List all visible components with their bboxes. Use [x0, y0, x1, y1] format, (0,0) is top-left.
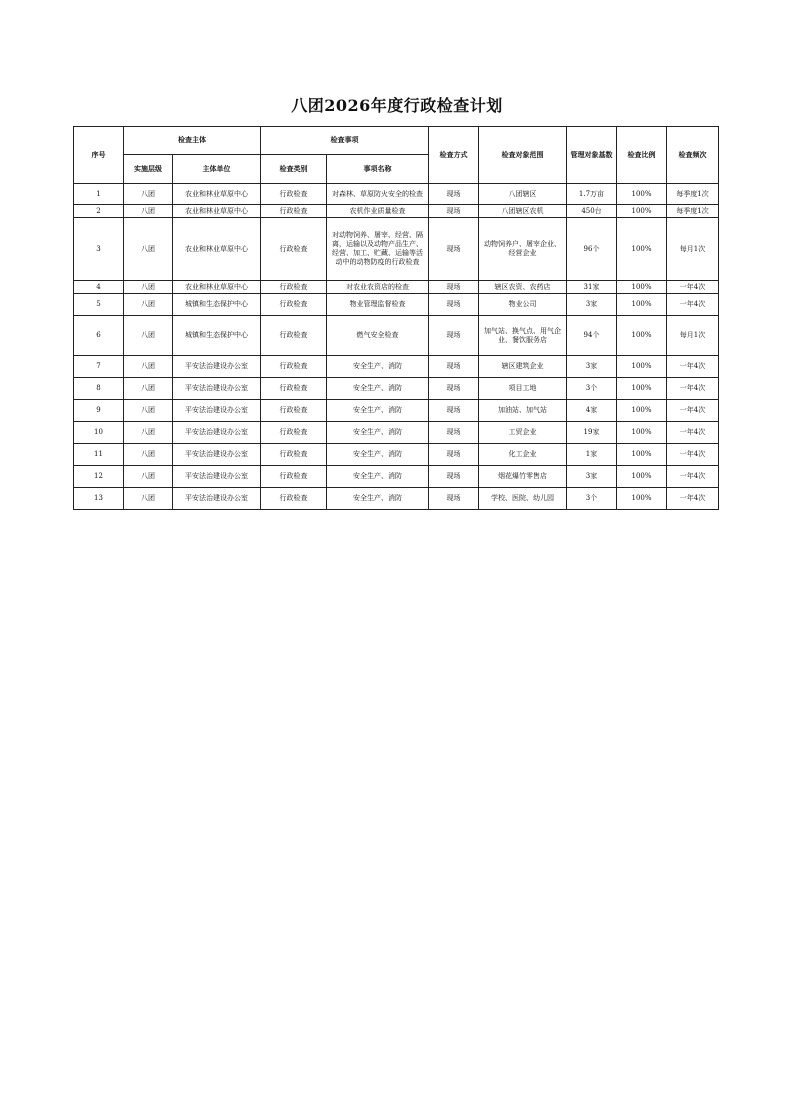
- cell-seq: 6: [74, 316, 124, 356]
- cell-method: 现场: [429, 466, 479, 488]
- cell-scope: 物业公司: [479, 294, 567, 316]
- cell-item: 安全生产、消防: [327, 378, 429, 400]
- cell-scope: 辖区建筑企业: [479, 356, 567, 378]
- cell-freq: 每季度1次: [667, 184, 719, 205]
- cell-category: 行政检查: [261, 422, 327, 444]
- cell-unit: 城镇和生态保护中心: [173, 316, 261, 356]
- cell-unit: 农业和林业草原中心: [173, 205, 261, 218]
- cell-method: 现场: [429, 218, 479, 281]
- cell-method: 现场: [429, 205, 479, 218]
- cell-scope: 加油站、加气站: [479, 400, 567, 422]
- cell-base: 3家: [567, 466, 617, 488]
- cell-ratio: 100%: [617, 294, 667, 316]
- cell-ratio: 100%: [617, 184, 667, 205]
- cell-level: 八团: [124, 466, 173, 488]
- header-freq: 检查频次: [667, 127, 719, 184]
- table-row: [74, 218, 719, 281]
- cell-scope: 八团辖区农机: [479, 205, 567, 218]
- cell-seq: 4: [74, 281, 124, 294]
- cell-method: 现场: [429, 281, 479, 294]
- table-row: [74, 400, 719, 422]
- cell-seq: 10: [74, 422, 124, 444]
- cell-unit: 平安法治建设办公室: [173, 488, 261, 510]
- cell-base: 4家: [567, 400, 617, 422]
- cell-ratio: 100%: [617, 356, 667, 378]
- cell-level: 八团: [124, 400, 173, 422]
- cell-base: 3家: [567, 356, 617, 378]
- cell-category: 行政检查: [261, 294, 327, 316]
- cell-method: 现场: [429, 294, 479, 316]
- cell-ratio: 100%: [617, 444, 667, 466]
- cell-level: 八团: [124, 281, 173, 294]
- cell-unit: 农业和林业草原中心: [173, 218, 261, 281]
- cell-category: 行政检查: [261, 378, 327, 400]
- header-scope: 检查对象范围: [479, 127, 567, 184]
- cell-seq: 11: [74, 444, 124, 466]
- header-seq: 序号: [74, 127, 124, 184]
- cell-base: 96个: [567, 218, 617, 281]
- page-title: 八团2026年度行政检查计划: [291, 96, 503, 115]
- cell-level: 八团: [124, 356, 173, 378]
- cell-item: 对森林、草原防火安全的检查: [327, 184, 429, 205]
- cell-category: 行政检查: [261, 400, 327, 422]
- cell-base: 1家: [567, 444, 617, 466]
- cell-method: 现场: [429, 488, 479, 510]
- cell-category: 行政检查: [261, 356, 327, 378]
- cell-seq: 8: [74, 378, 124, 400]
- table-row: [74, 316, 719, 356]
- cell-level: 八团: [124, 218, 173, 281]
- cell-ratio: 100%: [617, 466, 667, 488]
- table-row: [74, 378, 719, 400]
- header-unit: 主体单位: [173, 155, 261, 184]
- cell-item: 农机作业质量检查: [327, 205, 429, 218]
- cell-base: 94个: [567, 316, 617, 356]
- table-row: [74, 184, 719, 205]
- cell-unit: 平安法治建设办公室: [173, 356, 261, 378]
- cell-category: 行政检查: [261, 488, 327, 510]
- cell-seq: 12: [74, 466, 124, 488]
- cell-freq: 每月1次: [667, 218, 719, 281]
- cell-category: 行政检查: [261, 184, 327, 205]
- cell-seq: 13: [74, 488, 124, 510]
- cell-ratio: 100%: [617, 422, 667, 444]
- cell-item: 安全生产、消防: [327, 444, 429, 466]
- cell-freq: 每季度1次: [667, 205, 719, 218]
- cell-method: 现场: [429, 356, 479, 378]
- header-subject-group: 检查主体: [124, 127, 261, 155]
- cell-level: 八团: [124, 378, 173, 400]
- cell-base: 3家: [567, 294, 617, 316]
- cell-ratio: 100%: [617, 400, 667, 422]
- cell-freq: 一年4次: [667, 444, 719, 466]
- cell-scope: 烟花爆竹零售店: [479, 466, 567, 488]
- cell-item: 物业管理监督检查: [327, 294, 429, 316]
- cell-ratio: 100%: [617, 205, 667, 218]
- cell-item: 对农业农资店的检查: [327, 281, 429, 294]
- header-item-name: 事项名称: [327, 155, 429, 184]
- cell-scope: 工贸企业: [479, 422, 567, 444]
- cell-category: 行政检查: [261, 218, 327, 281]
- cell-freq: 一年4次: [667, 378, 719, 400]
- cell-unit: 平安法治建设办公室: [173, 422, 261, 444]
- cell-seq: 5: [74, 294, 124, 316]
- cell-base: 31家: [567, 281, 617, 294]
- cell-ratio: 100%: [617, 218, 667, 281]
- cell-unit: 农业和林业草原中心: [173, 184, 261, 205]
- cell-method: 现场: [429, 316, 479, 356]
- table-row: [74, 205, 719, 218]
- cell-item: 安全生产、消防: [327, 422, 429, 444]
- cell-base: 19家: [567, 422, 617, 444]
- cell-method: 现场: [429, 422, 479, 444]
- cell-item: 安全生产、消防: [327, 488, 429, 510]
- cell-method: 现场: [429, 378, 479, 400]
- cell-scope: 化工企业: [479, 444, 567, 466]
- cell-freq: 一年4次: [667, 294, 719, 316]
- cell-seq: 2: [74, 205, 124, 218]
- cell-unit: 平安法治建设办公室: [173, 444, 261, 466]
- cell-base: 3个: [567, 488, 617, 510]
- cell-freq: 一年4次: [667, 488, 719, 510]
- cell-freq: 一年4次: [667, 422, 719, 444]
- table-row: [74, 444, 719, 466]
- header-category: 检查类别: [261, 155, 327, 184]
- cell-level: 八团: [124, 294, 173, 316]
- cell-level: 八团: [124, 184, 173, 205]
- cell-level: 八团: [124, 316, 173, 356]
- cell-method: 现场: [429, 444, 479, 466]
- cell-unit: 农业和林业草原中心: [173, 281, 261, 294]
- cell-method: 现场: [429, 400, 479, 422]
- cell-ratio: 100%: [617, 378, 667, 400]
- cell-freq: 一年4次: [667, 400, 719, 422]
- cell-category: 行政检查: [261, 281, 327, 294]
- cell-scope: 动物饲养户、屠宰企业、经营企业: [479, 218, 567, 281]
- cell-seq: 1: [74, 184, 124, 205]
- cell-method: 现场: [429, 184, 479, 205]
- cell-unit: 城镇和生态保护中心: [173, 294, 261, 316]
- cell-unit: 平安法治建设办公室: [173, 466, 261, 488]
- header-base: 管理对象基数: [567, 127, 617, 184]
- table-row: [74, 281, 719, 294]
- cell-item: 安全生产、消防: [327, 466, 429, 488]
- cell-item: 安全生产、消防: [327, 400, 429, 422]
- inspection-plan-table: [73, 126, 719, 510]
- cell-level: 八团: [124, 488, 173, 510]
- header-ratio: 检查比例: [617, 127, 667, 184]
- cell-seq: 9: [74, 400, 124, 422]
- cell-freq: 一年4次: [667, 356, 719, 378]
- cell-ratio: 100%: [617, 488, 667, 510]
- cell-category: 行政检查: [261, 205, 327, 218]
- cell-base: 450台: [567, 205, 617, 218]
- cell-item: 燃气安全检查: [327, 316, 429, 356]
- cell-base: 1.7万亩: [567, 184, 617, 205]
- cell-freq: 每月1次: [667, 316, 719, 356]
- header-level: 实施层级: [124, 155, 173, 184]
- cell-level: 八团: [124, 205, 173, 218]
- cell-freq: 一年4次: [667, 466, 719, 488]
- table-row: [74, 422, 719, 444]
- cell-unit: 平安法治建设办公室: [173, 378, 261, 400]
- table-row: [74, 356, 719, 378]
- cell-category: 行政检查: [261, 466, 327, 488]
- header-matter-group: 检查事项: [261, 127, 429, 155]
- cell-scope: 辖区农资、农药店: [479, 281, 567, 294]
- table-row: [74, 488, 719, 510]
- table-header: [74, 127, 719, 184]
- cell-category: 行政检查: [261, 444, 327, 466]
- cell-base: 3个: [567, 378, 617, 400]
- cell-scope: 加气站、换气点、用气企业、餐饮服务店: [479, 316, 567, 356]
- table-row: [74, 466, 719, 488]
- table-row: [74, 294, 719, 316]
- cell-unit: 平安法治建设办公室: [173, 400, 261, 422]
- cell-seq: 7: [74, 356, 124, 378]
- cell-item: 对动物饲养、屠宰、经营、隔离，运输以及动物产品生产、经营、加工、贮藏、运输等活动中的动物防疫的行政检查: [327, 218, 429, 281]
- cell-item: 安全生产、消防: [327, 356, 429, 378]
- header-method: 检查方式: [429, 127, 479, 184]
- cell-level: 八团: [124, 444, 173, 466]
- cell-freq: 一年4次: [667, 281, 719, 294]
- cell-seq: 3: [74, 218, 124, 281]
- cell-scope: 八团辖区: [479, 184, 567, 205]
- table-body: [74, 184, 719, 510]
- cell-category: 行政检查: [261, 316, 327, 356]
- cell-ratio: 100%: [617, 281, 667, 294]
- cell-ratio: 100%: [617, 316, 667, 356]
- cell-level: 八团: [124, 422, 173, 444]
- cell-scope: 学校、医院、幼儿园: [479, 488, 567, 510]
- cell-scope: 项目工地: [479, 378, 567, 400]
